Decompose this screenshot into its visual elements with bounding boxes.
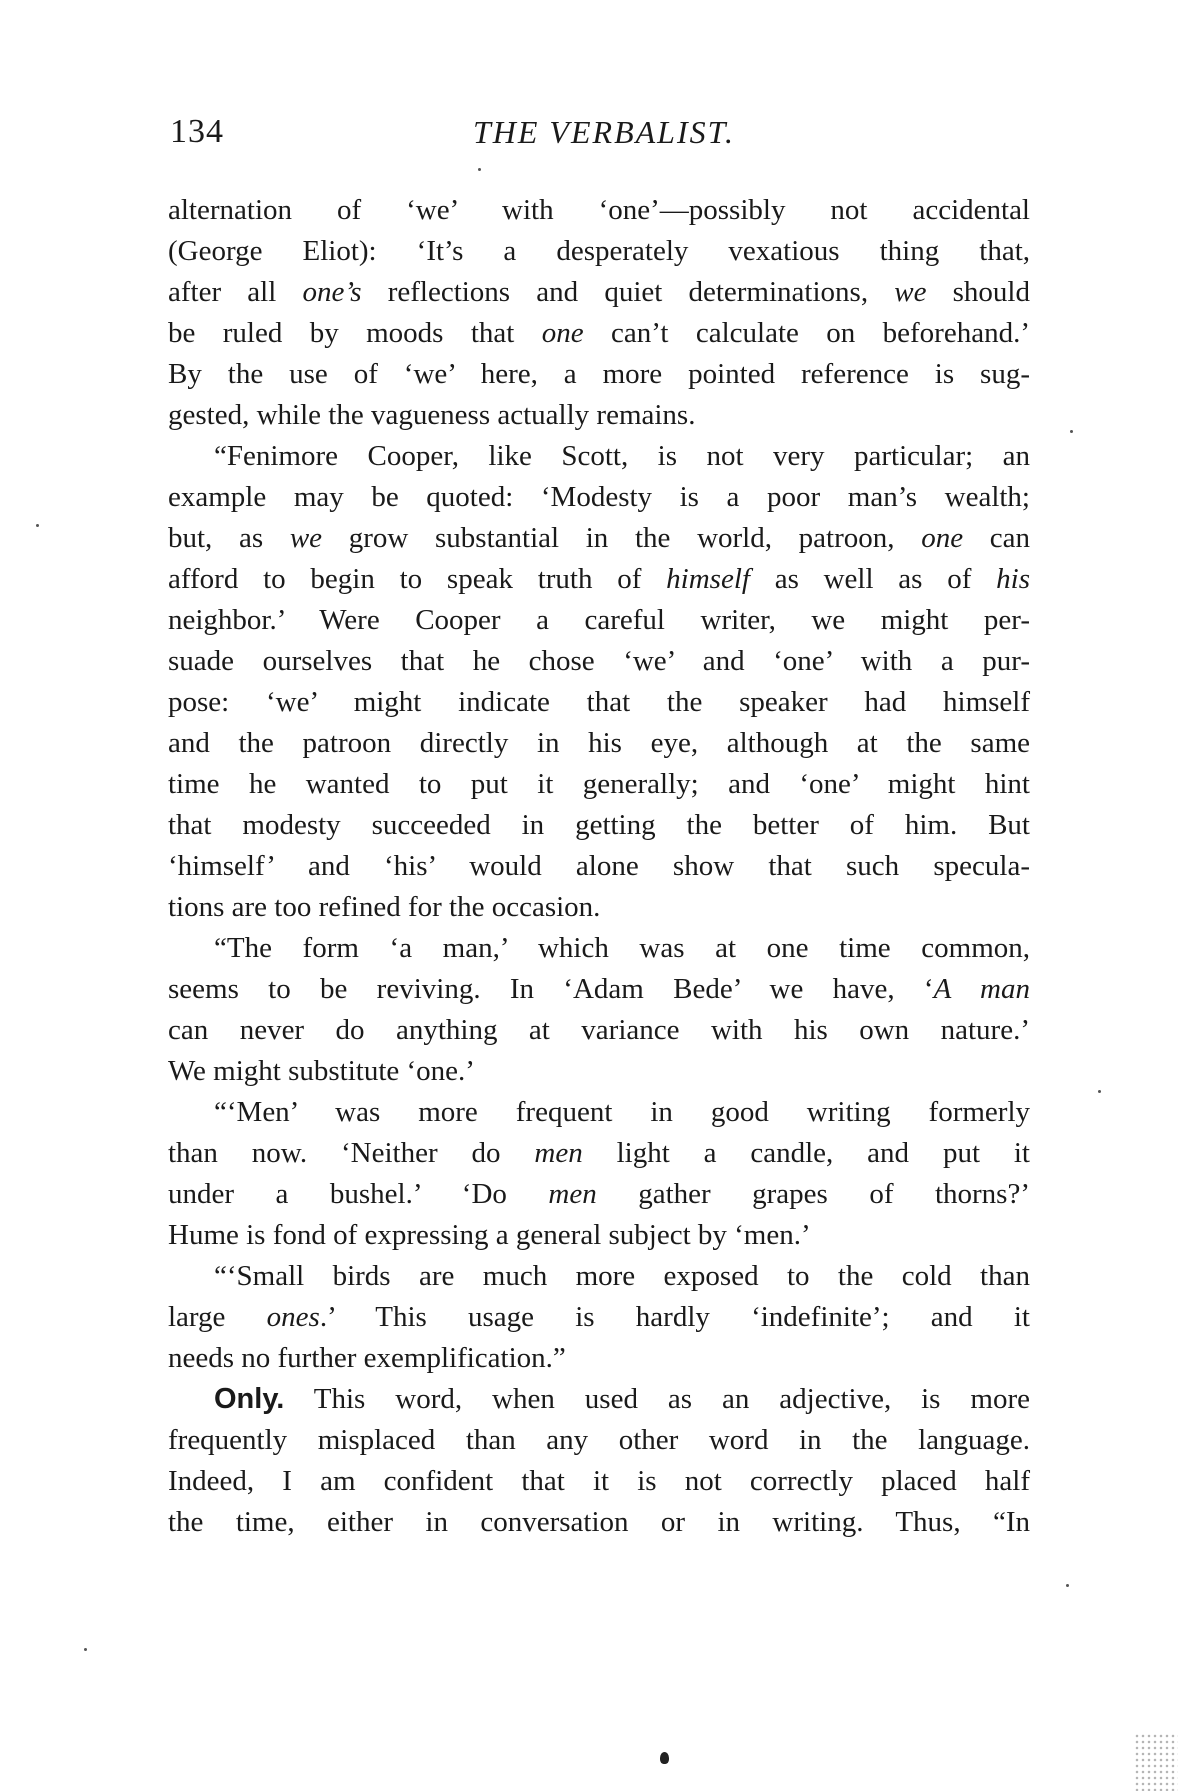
text-segment: can: [963, 522, 1031, 554]
text-segment: “‘Men’ was more frequent in good writing formerly: [214, 1096, 1030, 1128]
text-line: [168, 1256, 1030, 1297]
text-line: [168, 1461, 1030, 1502]
print-speck: [478, 168, 481, 171]
text-line: [168, 477, 1030, 518]
text-line: [168, 846, 1030, 887]
text-segment: neighbor.’ Were Cooper a careful writer, we might per-: [168, 604, 1030, 636]
body-text: [168, 190, 1030, 1543]
text-line: [168, 928, 1030, 969]
italic-emphasis: himself: [666, 563, 750, 595]
text-segment: “Fenimore Cooper, like Scott, is not very particular; an: [214, 440, 1030, 472]
italic-emphasis: men: [548, 1178, 597, 1210]
text-line: [168, 1379, 1030, 1420]
text-line: [168, 1174, 1030, 1215]
text-line: [168, 190, 1030, 231]
text-segment: “‘Small birds are much more exposed to the cold than: [214, 1260, 1030, 1292]
text-segment: under a bushel.’ ‘Do: [168, 1178, 549, 1210]
text-line: [168, 436, 1030, 477]
text-segment: Hume is fond of expressing a general subject by ‘men.’: [168, 1219, 811, 1251]
text-segment: time he wanted to put it generally; and ‘one’ might hint: [168, 768, 1030, 800]
print-speck: [1098, 1090, 1101, 1093]
text-segment: (George Eliot): ‘It’s a desperately vexatious thing that,: [168, 235, 1030, 267]
text-segment: alternation of ‘we’ with ‘one’—possibly not accidental: [168, 194, 1030, 226]
print-speck: [1066, 1584, 1069, 1587]
text-line: [168, 313, 1030, 354]
italic-emphasis: one: [541, 317, 584, 349]
text-line: [168, 1420, 1030, 1461]
text-line: [168, 600, 1030, 641]
text-line: [168, 1338, 1030, 1379]
text-line: [168, 1051, 1030, 1092]
text-segment: This word, when used as an adjective, is more: [284, 1383, 1030, 1415]
text-segment: grow substantial in the world, patroon,: [322, 522, 922, 554]
text-segment: needs no further exemplification.”: [168, 1342, 566, 1374]
text-segment: than now. ‘Neither do: [168, 1137, 535, 1169]
italic-emphasis: men: [534, 1137, 583, 1169]
text-line: [168, 1215, 1030, 1256]
text-segment: example may be quoted: ‘Modesty is a poor man’s wealth;: [168, 481, 1030, 513]
text-segment: the time, either in conversation or in writing. Thus, “In: [168, 1506, 1030, 1538]
text-segment: should: [926, 276, 1030, 308]
text-line: [168, 1010, 1030, 1051]
text-line: [168, 518, 1030, 559]
italic-emphasis: ones: [266, 1301, 320, 1333]
print-speck: [1070, 430, 1073, 433]
text-segment: after all: [168, 276, 303, 308]
print-speck: [84, 1648, 87, 1651]
text-segment: ‘himself’ and ‘his’ would alone show that such specula-: [168, 850, 1030, 882]
text-line: [168, 805, 1030, 846]
text-segment: gather grapes of thorns?’: [596, 1178, 1030, 1210]
text-line: [168, 231, 1030, 272]
text-segment: “The form ‘a man,’ which was at one time common,: [214, 932, 1030, 964]
entry-headword: Only.: [214, 1383, 285, 1415]
text-segment: reflections and quiet determinations,: [361, 276, 895, 308]
paper-texture: [1134, 1733, 1178, 1791]
italic-emphasis: we: [289, 522, 323, 554]
text-segment: suade ourselves that he chose ‘we’ and ‘one’ with a pur-: [168, 645, 1030, 677]
italic-emphasis: A man: [933, 973, 1031, 1005]
text-segment: large: [168, 1301, 267, 1333]
text-segment: .’ This usage is hardly ‘indefinite’; and it: [319, 1301, 1030, 1333]
text-segment: tions are too refined for the occasion.: [168, 891, 601, 923]
text-segment: but, as: [168, 522, 290, 554]
text-line: [168, 395, 1030, 436]
text-segment: gested, while the vagueness actually remains.: [168, 399, 696, 431]
text-line: [168, 1092, 1030, 1133]
page-number: 134: [170, 113, 224, 150]
italic-emphasis: his: [996, 563, 1030, 595]
text-line: [168, 969, 1030, 1010]
italic-emphasis: one: [921, 522, 964, 554]
text-line: [168, 559, 1030, 600]
text-segment: be ruled by moods that: [168, 317, 542, 349]
italic-emphasis: we: [894, 276, 927, 308]
text-segment: afford to begin to speak truth of: [168, 563, 667, 595]
text-segment: that modesty succeeded in getting the better of him. But: [168, 809, 1030, 841]
ink-mark: [660, 1752, 669, 1764]
text-segment: frequently misplaced than any other word in the language.: [168, 1424, 1030, 1456]
text-segment: as well as of: [749, 563, 997, 595]
text-segment: can’t calculate on beforehand.’: [583, 317, 1030, 349]
text-segment: pose: ‘we’ might indicate that the speaker had himself: [168, 686, 1030, 718]
print-speck: [36, 524, 39, 527]
text-line: [168, 723, 1030, 764]
running-title: THE VERBALIST.: [472, 114, 736, 150]
text-segment: and the patroon directly in his eye, although at the same: [168, 727, 1030, 759]
text-segment: We might substitute ‘one.’: [168, 1055, 475, 1087]
text-segment: can never do anything at variance with his own nature.’: [168, 1014, 1030, 1046]
text-segment: Indeed, I am confident that it is not correctly placed half: [168, 1465, 1030, 1497]
text-segment: By the use of ‘we’ here, a more pointed reference is sug-: [168, 358, 1030, 390]
text-line: [168, 887, 1030, 928]
text-line: [168, 272, 1030, 313]
italic-emphasis: one’s: [302, 276, 362, 308]
text-line: [168, 1297, 1030, 1338]
text-line: [168, 641, 1030, 682]
text-line: [168, 682, 1030, 723]
text-segment: light a candle, and put it: [582, 1137, 1030, 1169]
text-line: [168, 1133, 1030, 1174]
text-line: [168, 764, 1030, 805]
text-line: [168, 354, 1030, 395]
text-line: [168, 1502, 1030, 1543]
text-segment: seems to be reviving. In ‘Adam Bede’ we have, ‘: [168, 973, 934, 1005]
